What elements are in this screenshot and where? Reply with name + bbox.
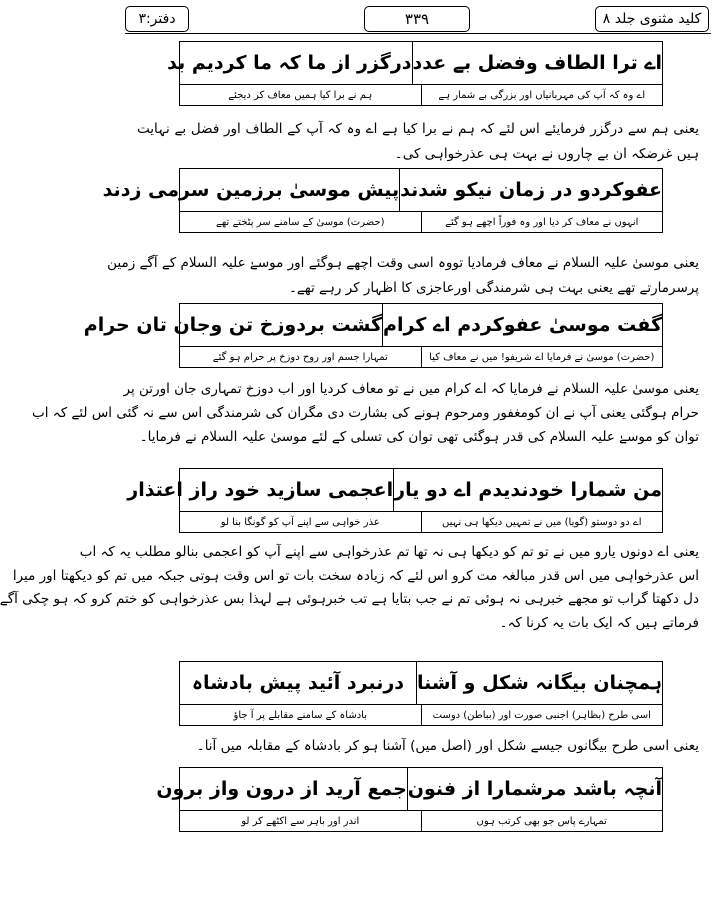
hemistich-left: جمع آرید از درون واز برون: [156, 768, 407, 810]
verse-table: [127, 468, 663, 533]
hemistich-right: گفت موسیٰ عفوکردم اے کرام: [383, 314, 662, 336]
verse-table: [102, 168, 663, 233]
translation-left: (حضرت) موسیٰ کے سامنے سر پٹختے تھے: [180, 212, 422, 232]
book-title-box: [595, 6, 709, 32]
hemistich-right: ہمچنان بیگانہ شکل و آشنا: [416, 672, 662, 694]
hemistich-right: عفوکردو در زمان نیکو شدند: [400, 179, 662, 201]
translation-left: تمہارا جسم اور روح دوزخ پر حرام ہو گئے: [180, 347, 422, 367]
verse-table: [156, 767, 663, 832]
hemistich-right: آنچہ باشد مرشمارا از فنون: [407, 778, 662, 800]
translation-right: اے دو دوستو (گویا) میں نے تمہیں دیکھا ہی نہیں: [442, 516, 642, 528]
commentary-line: یعنی ہم سے درگزر فرمایئے اس لئے کہ ہم نے برا کیا ہے اے وہ کہ آپ کے الطاف اور فضل بے نہایت: [137, 121, 699, 137]
translation-right: تمہارے پاس جو بھی کرتب ہوں: [476, 815, 607, 827]
book-title: کلید مثنوی جلد ۸: [602, 11, 702, 27]
verse-table: [179, 661, 663, 726]
commentary-line: پرسرمارتے تھے یعنی بہت ہی شرمندگی اورعاجزی کا اظہار کر رہے تھے۔: [288, 280, 699, 296]
hemistich-left: درنبرد آئید پیش بادشاہ: [180, 662, 417, 704]
page-number-box: [364, 6, 470, 32]
translation-left: بادشاہ کے سامنے مقابلے پر آ جاؤ: [180, 705, 422, 725]
commentary-line: دل دکھتا گراب تو مجھے خبرہی نہ ہوئی تم نے جب بتایا ہے تب خبرہوئی ہے لہذا بس عذرخواہی کو ختم کرو کہ ہو چکی آگے: [0, 591, 699, 607]
commentary-line: یعنی اسی طرح بیگانوں جیسے شکل اور (اصل میں) آشنا ہو کر بادشاہ کے مقابلہ میں آنا۔: [196, 738, 699, 754]
translation-right: (حضرت) موسیٰ نے فرمایا اے شریفو! میں نے معاف کیا: [429, 351, 655, 363]
header-rule: [125, 33, 711, 34]
translation-right: انہوں نے معاف کر دیا اور وہ فوراً اچھے ہو گئے: [445, 216, 639, 228]
hemistich-left: اعجمی سازید خود راز اعتذار: [127, 469, 394, 511]
section-label: دفتر:۳: [138, 11, 176, 27]
commentary-line: یعنی موسیٰ علیہ السلام نے معاف فرمادیا تووہ اسی وقت اچھے ہوگئے اور موسےٰ علیہ السلام کے آگے زمین: [107, 255, 699, 271]
verse-table: [167, 41, 663, 106]
section-box: [125, 6, 189, 32]
commentary-line: ہیں غرضکہ ان بے چاروں نے بہت ہی عذرخواہی کی۔: [394, 146, 699, 162]
translation-right: اسی طرح (بظاہر) اجنبی صورت اور (بباطن) دوست: [432, 709, 651, 721]
translation-right: اے وہ کہ آپ کی مہربانیاں اور بزرگی بے شمار ہے: [438, 89, 646, 101]
verse-table: [83, 303, 663, 368]
commentary-line: یعنی اے دونوں یارو میں نے تو تم کو دیکھا ہی نہ تھا تم عذرخواہی سے اپنے آپ کو اعجمی بنالو مطلب یہ کہ اب: [79, 544, 699, 560]
hemistich-right: من شمارا خودندیدم اے دو یار: [394, 479, 662, 501]
hemistich-left: درگزر از ما کہ ما کردیم بد: [167, 42, 412, 84]
commentary-line: توان کو موسےٰ علیہ السلام کی قدر ہوگئی تھی توان کی تسلی کے لئے موسیٰ علیہ السلام نے فرمایا۔: [139, 429, 699, 445]
hemistich-right: اے ترا الطاف وفضل بے عدد: [412, 52, 662, 74]
commentary-line: یعنی موسیٰ علیہ السلام نے فرمایا کہ اے کرام میں نے تو معاف کردیا اور اب دوزخ تمہاری جان اورتن پر: [123, 381, 699, 397]
translation-left: ہم نے برا کیا ہمیں معاف کر دیجئے: [180, 85, 422, 105]
hemistich-left: گشت بردوزخ تن وجان تان حرام: [84, 304, 383, 346]
commentary-line: اس عذرخواہی میں اس قدر مبالغہ مت کرو اس لئے کہ زیادہ سخت بات تو اس وقت ہوتی جبکہ میں تم کو دیکھتا اور میرا: [12, 568, 699, 584]
translation-left: اندر اور باہر سے اکٹھے کر لو: [180, 811, 422, 831]
page-number: ۳۳۹: [404, 10, 430, 28]
hemistich-left: پیش موسیٰ برزمین سرمی زدند: [103, 169, 401, 211]
commentary-line: حرام ہوگئی یعنی آپ نے ان کومغفور ومرحوم ہونے کی بشارت دی مگران کی شرمندگی اس سے نہ گئی اس لئے کہ اب: [32, 405, 699, 421]
translation-left: عذر خواہی سے اپنے آپ کو گونگا بنا لو: [180, 512, 422, 532]
commentary-line: فرماتے ہیں کہ ایک بات یہ کرنا کہ۔: [499, 615, 699, 631]
